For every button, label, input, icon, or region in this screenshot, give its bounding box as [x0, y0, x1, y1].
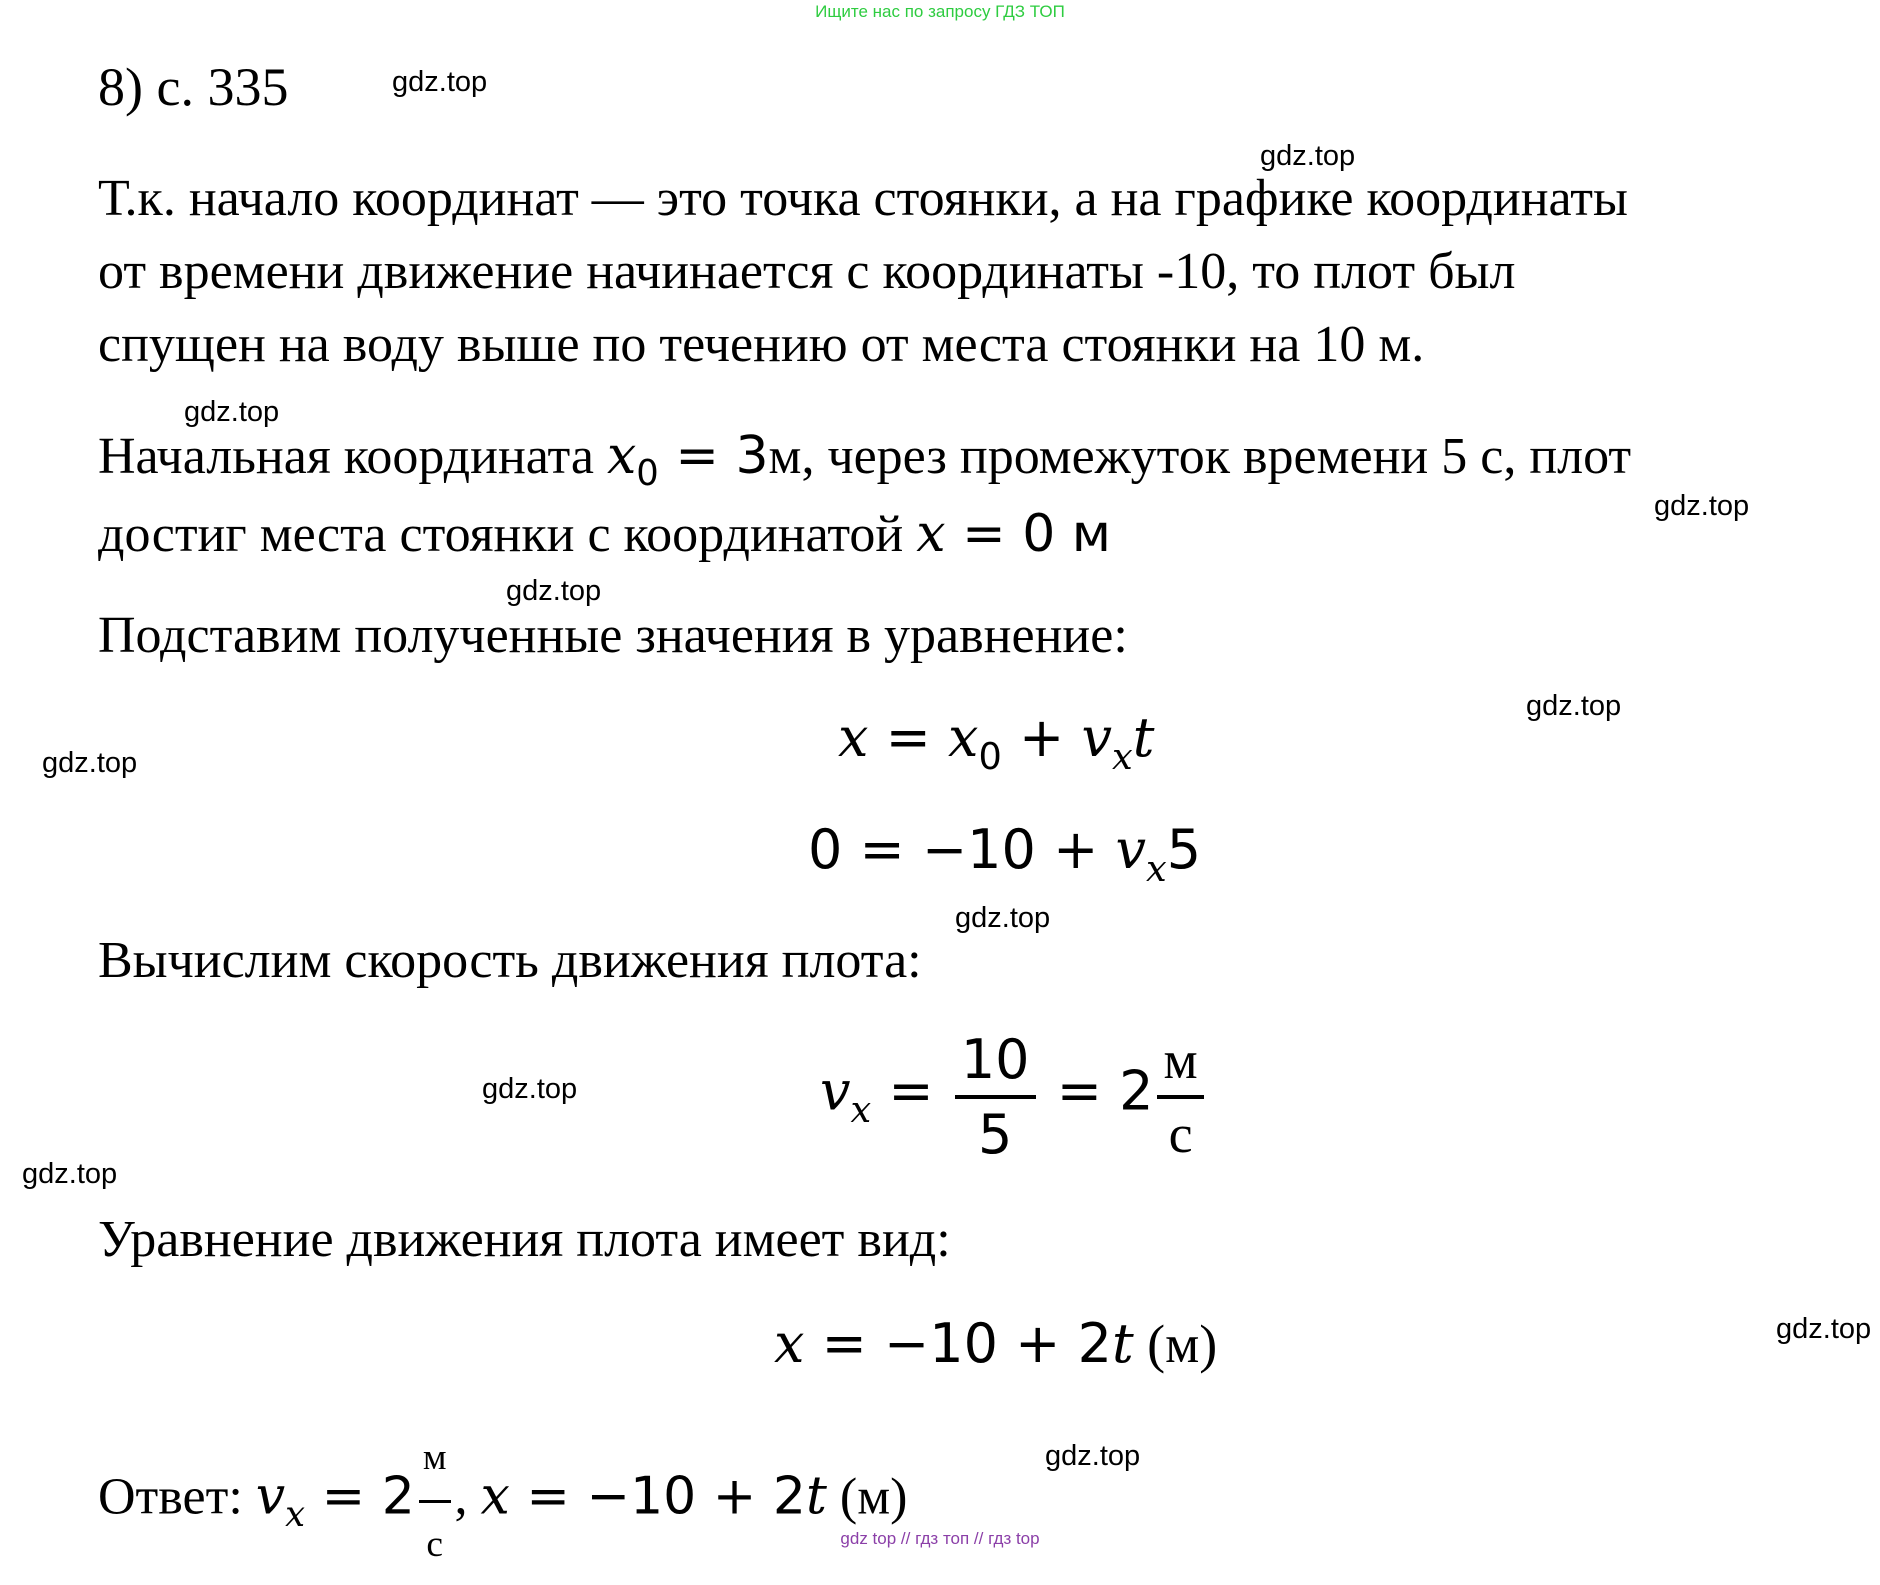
paragraph-intro-line: от времени движение начинается с координаты -10, то плот был [98, 243, 1516, 300]
x-symbol: x [916, 504, 946, 564]
eq-symbol: v [820, 1059, 851, 1123]
eq-operator: = [871, 1059, 951, 1123]
eq-number: −10 [586, 1466, 697, 1527]
eq-operator: = [509, 1466, 587, 1527]
eq-operator: = [868, 706, 949, 769]
text: Начальная координата [98, 428, 607, 485]
eq-number: 2 [1077, 1312, 1112, 1375]
eq-operator: = [305, 1466, 382, 1527]
fraction-numerator: 10 [955, 1028, 1036, 1099]
paragraph-substitute: Подставим полученные значения в уравнение: [98, 607, 1128, 664]
eq-operator: = [804, 1312, 885, 1375]
text: достиг места стоянки с координатой [98, 506, 917, 563]
answer-label: Ответ: [98, 1468, 256, 1526]
eq-symbol: x [774, 1312, 805, 1375]
eq-symbol: t [1111, 1312, 1134, 1375]
footer-banner: gdz top // гдз топ // гдз top [840, 1529, 1040, 1548]
comma: , [454, 1468, 481, 1526]
eq-unit: (м) [826, 1468, 908, 1526]
unit-fraction [1157, 1029, 1203, 1165]
eq-operator: + [998, 1312, 1078, 1375]
eq-symbol: x [838, 706, 869, 769]
watermark: gdz.top [955, 902, 1051, 934]
eq-operator: + [1001, 706, 1082, 769]
watermark: gdz.top [184, 396, 280, 428]
paragraph-initial-coordinate [98, 420, 1631, 571]
eq-symbol: t [1132, 706, 1155, 769]
paragraph-line [98, 420, 1631, 498]
watermark: gdz.top [42, 747, 138, 779]
unit-fraction [419, 1418, 451, 1585]
value: 3 [735, 426, 769, 486]
eq-subscript: x [1111, 734, 1133, 778]
eq-symbol: v [255, 1466, 286, 1527]
eq-subscript: x [1146, 846, 1167, 890]
eq-number: −10 [921, 818, 1036, 881]
eq-symbol: v [1081, 706, 1112, 769]
unit-numerator: м [419, 1418, 451, 1503]
equation-motion-general [838, 706, 1155, 778]
text: , через промежуток времени 5 с, плот [801, 428, 1632, 485]
paragraph-compute-speed: Вычислим скорость движения плота: [98, 932, 922, 989]
eq-symbol: v [1115, 818, 1146, 881]
paragraph-intro-line: спущен на воду выше по течению от места стоянки на 10 м. [98, 316, 1425, 373]
eq-subscript: x [285, 1493, 306, 1535]
watermark: gdz.top [482, 1073, 578, 1105]
unit: м [768, 428, 802, 485]
equation-speed [820, 1028, 1208, 1166]
watermark: gdz.top [392, 66, 488, 98]
x-symbol: x [606, 426, 637, 486]
watermark: gdz.top [1526, 690, 1622, 722]
paragraph-line [98, 498, 1631, 571]
eq-subscript: 0 [978, 734, 1002, 778]
answer [98, 1418, 907, 1585]
eq-number: 5 [1166, 818, 1202, 881]
eq-number: 2 [381, 1466, 415, 1527]
eq-subscript: x [850, 1088, 872, 1132]
eq-operator: = [842, 818, 922, 881]
eq-unit: (м) [1133, 1314, 1218, 1374]
unit-denominator: с [426, 1524, 444, 1565]
paragraph-intro [98, 162, 1628, 381]
fraction [955, 1028, 1036, 1166]
eq-number: 0 [808, 818, 843, 881]
equation-final [774, 1312, 1217, 1375]
subscript: 0 [636, 453, 659, 495]
eq-operator: = [1039, 1059, 1120, 1123]
eq-symbol: x [480, 1466, 510, 1527]
eq-symbol: x [948, 706, 979, 769]
equation-substituted [808, 818, 1202, 890]
top-banner: Ищите нас по запросу ГДЗ ТОП [815, 2, 1065, 21]
watermark: gdz.top [1045, 1440, 1141, 1472]
eq-operator: + [1035, 818, 1116, 881]
eq-symbol: t [806, 1466, 827, 1527]
fraction-denominator: 5 [977, 1103, 1013, 1166]
eq-operator: + [696, 1466, 773, 1527]
unit: м [1055, 504, 1112, 564]
page-heading: 8) с. 335 [98, 57, 289, 117]
paragraph-intro-line: Т.к. начало координат — это точка стоянки, а на графике координаты [98, 170, 1628, 227]
equals-sign: = [945, 504, 1023, 564]
paragraph-equation-form: Уравнение движения плота имеет вид: [98, 1211, 951, 1268]
value: 0 [1022, 504, 1056, 564]
watermark: gdz.top [22, 1158, 118, 1190]
watermark: gdz.top [506, 575, 602, 607]
unit-denominator: с [1168, 1104, 1193, 1164]
eq-number: 2 [772, 1466, 806, 1527]
eq-number: −10 [884, 1312, 999, 1375]
watermark: gdz.top [1654, 490, 1750, 522]
eq-number: 2 [1119, 1059, 1154, 1123]
unit-numerator: м [1157, 1029, 1203, 1099]
equals-sign: = [658, 426, 736, 486]
watermark: gdz.top [1776, 1313, 1872, 1345]
watermark: gdz.top [1260, 140, 1356, 172]
